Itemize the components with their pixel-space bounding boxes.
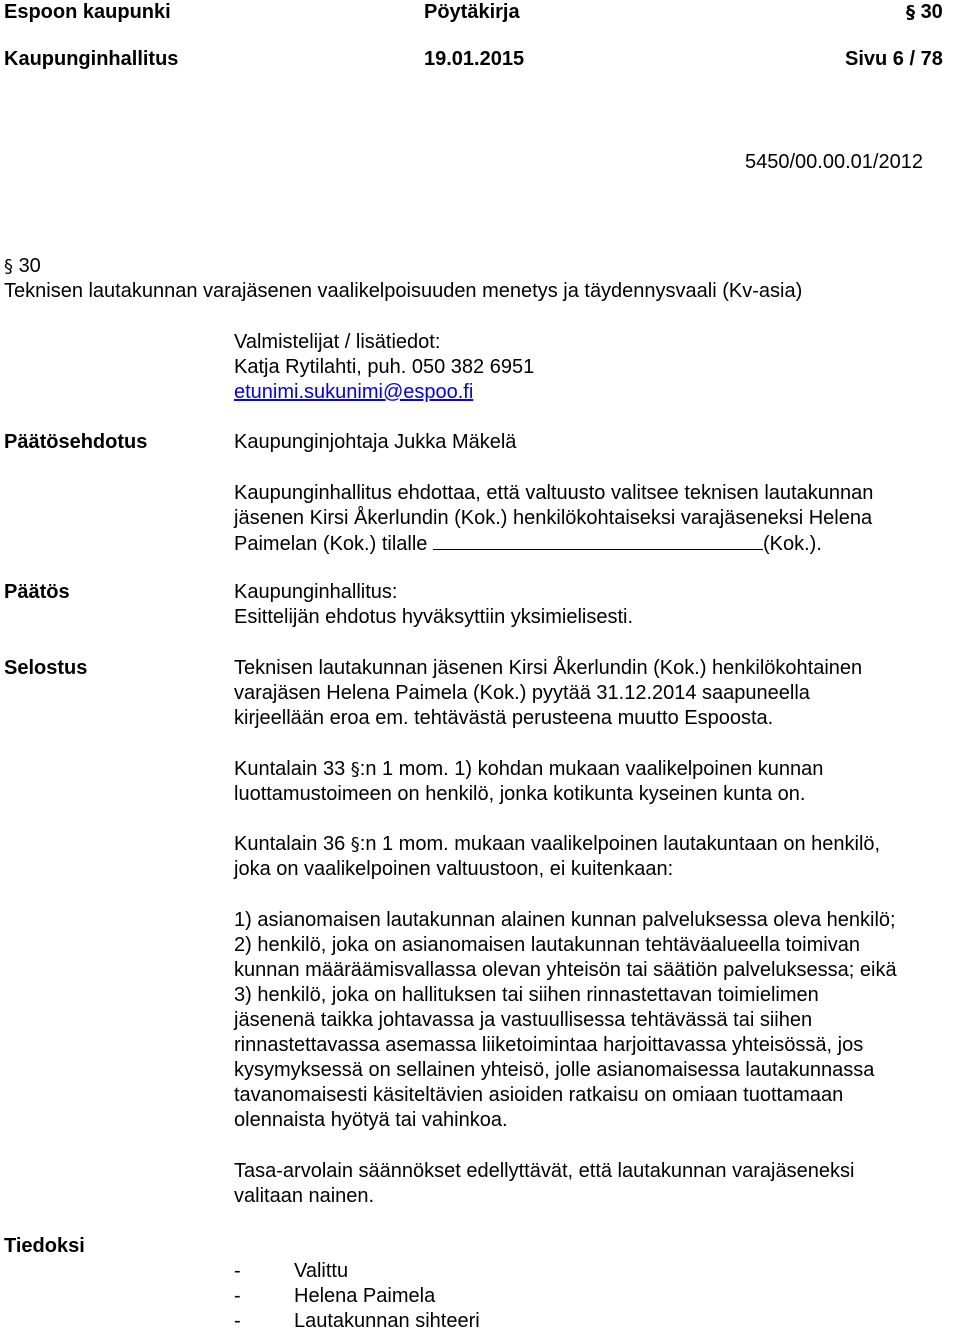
diary-number: 5450/00.00.01/2012 — [745, 151, 923, 173]
section-symbol: § — [350, 834, 360, 855]
section-symbol: § — [4, 256, 13, 277]
proposal-presenter: Kaupunginjohtaja Jukka Mäkelä — [234, 431, 517, 453]
section-number: § 30 — [906, 1, 943, 23]
proposal-line: Paimelan (Kok.) tilalle (Kok.). — [234, 533, 822, 555]
item-title: Teknisen lautakunnan varajäsenen vaalikelpoisuuden menetys ja täydennysvaali (Kv-asia) — [4, 280, 803, 302]
label-notices: Tiedoksi — [4, 1235, 85, 1257]
section-symbol: § — [350, 759, 360, 780]
list-item: - Valittu — [234, 1260, 349, 1282]
description-paragraph-2: Kuntalain 33 §:n 1 mom. 1) kohdan mukaan vaalikelpoinen kunnan luottamustoimeen on henkilö, jonka kotikunta kyseinen kunta on. — [234, 758, 824, 805]
proposal-line: jäsenen Kirsi Åkerlundin (Kok.) henkilökohtaiseksi varajäseneksi Helena — [234, 507, 873, 529]
proposal-line: Kaupunginhallitus ehdottaa, että valtuusto valitsee teknisen lautakunnan — [234, 482, 874, 504]
description-paragraph-3: Kuntalain 36 §:n 1 mom. mukaan vaalikelpoinen lautakuntaan on henkilö, joka on vaalikelpoinen valtuustoon, ei kuitenkaan: — [234, 833, 881, 880]
body-name: Kaupunginhallitus — [4, 48, 179, 70]
decision-body: Kaupunginhallitus: — [234, 581, 398, 603]
page-number: Sivu 6 / 78 — [845, 48, 943, 70]
notices-list — [234, 1259, 958, 1334]
description-paragraph-1: Teknisen lautakunnan jäsenen Kirsi Åkerlundin (Kok.) henkilökohtainen varajäsen Helena Paimela (Kok.) pyytää 31.12.2014 saapuneella kirjeellään eroa em. tehtävästä perusteena muutto Espoosta. — [234, 657, 863, 729]
section-symbol: § — [906, 2, 915, 23]
proposal-text — [234, 481, 958, 557]
org-name: Espoon kaupunki — [4, 1, 171, 23]
fill-in-blank — [433, 531, 763, 550]
label-decision: Päätös — [4, 581, 70, 603]
label-proposal: Päätösehdotus — [4, 431, 148, 453]
description-paragraph-5: Tasa-arvolain säännökset edellyttävät, että lautakunnan varajäseneksi valitaan nainen. — [234, 1160, 855, 1207]
label-description: Selostus — [4, 657, 88, 679]
list-item: - Helena Paimela — [234, 1285, 436, 1307]
decision-text: Esittelijän ehdotus hyväksyttiin yksimielisesti. — [234, 606, 634, 628]
preparers-contact: Katja Rytilahti, puh. 050 382 6951 — [234, 356, 535, 378]
list-item: - Lautakunnan sihteeri — [234, 1310, 480, 1332]
meeting-date: 19.01.2015 — [424, 48, 525, 70]
item-number: § 30 — [4, 255, 41, 277]
preparers-heading: Valmistelijat / lisätiedot: — [234, 331, 441, 353]
description-paragraph-4: 1) asianomaisen lautakunnan alainen kunnan palveluksessa oleva henkilö; 2) henkilö, joka on asianomaisen lautakunnan tehtäväalueella toimivan kunnan määräämisvallassa olevan yhteisön tai säätiön palveluksessa; eikä 3) henkilö, joka on hallituksen tai siihen rinnastettavan toimielimen jäsenenä taikka johtavassa ja vastuullisessa tehtävässä tai siihen rinnastettavassa asemassa liiketoimintaa harjoittavassa yhteisössä, jos kysymyksessä on sellainen yhteisö, jolle asianomaisessa lautakunnassa tavanomaisesti käsiteltävien asioiden ratkaisu on omiaan tuottamaan olennaista hyötyä tai vahinkoa. — [234, 909, 897, 1131]
document-type: Pöytäkirja — [424, 1, 520, 23]
email-link[interactable]: etunimi.sukunimi@espoo.fi — [234, 381, 474, 403]
